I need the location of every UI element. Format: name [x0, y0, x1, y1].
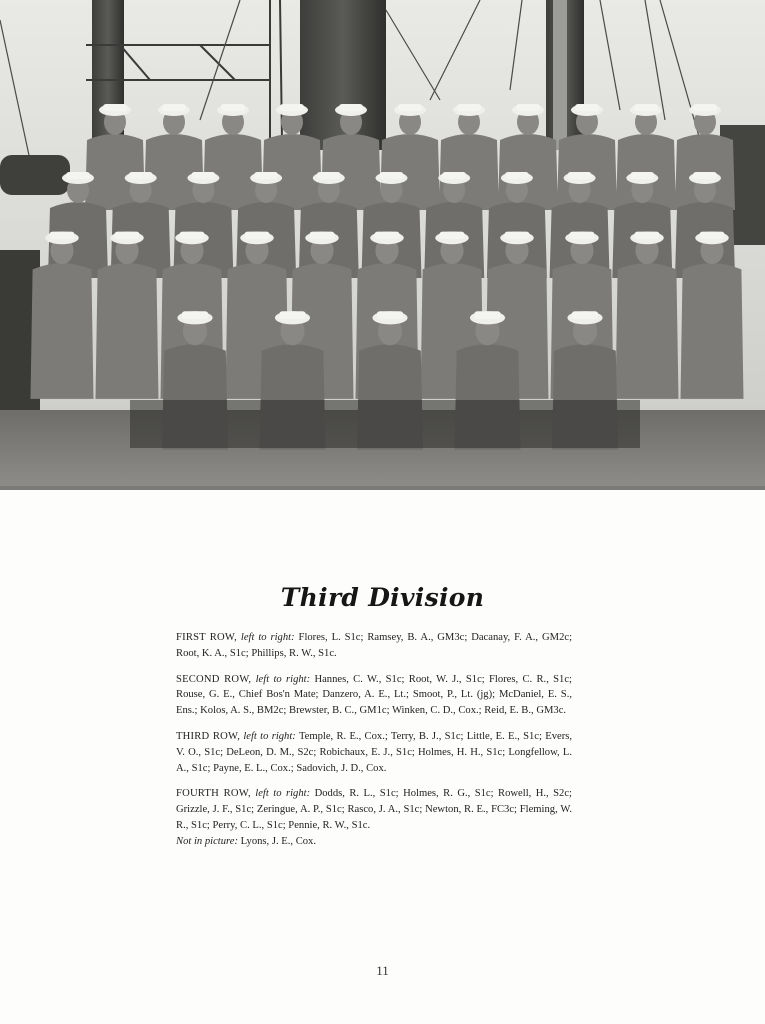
- row-label: FOURTH ROW,: [176, 788, 251, 800]
- roster-caption: [176, 630, 572, 860]
- front-row-shadow: [130, 400, 640, 448]
- row-direction: left to right:: [255, 788, 311, 800]
- roster-row-3: [176, 729, 572, 776]
- roster-row-4: [176, 786, 572, 849]
- row-direction: left to right:: [255, 673, 311, 685]
- row-direction: left to right:: [240, 632, 295, 643]
- row-direction: left to right:: [243, 730, 296, 742]
- page-number: 11: [376, 963, 389, 978]
- not-in-picture-names: Lyons, J. E., Cox.: [240, 835, 316, 847]
- division-group-photo: [0, 0, 765, 490]
- row-label: FIRST ROW,: [176, 632, 237, 643]
- division-title: Third Division: [280, 583, 485, 612]
- row-names: Temple, R. E., Cox.; Terry, B. J., S1c; Little, E. E., S1c; Evers, V. O., S1c; DeLeon, D. M., S2c; Robichaux, E. J., S1c; Holmes, H. H., S1c; Longfellow, L. A., S1c; Payne, E. L., Cox.; Sadovich, J. D., Cox.: [176, 730, 572, 774]
- roster-row-2: [176, 672, 572, 719]
- row-label: SECOND ROW,: [176, 673, 252, 685]
- roster-row-1: [176, 630, 572, 662]
- not-in-picture-label: Not in picture:: [176, 835, 238, 847]
- row-names: Dodds, R. L., S1c; Holmes, R. G., S1c; Rowell, H., S2c; Grizzle, J. F., S1c; Zeringue, A. P., S1c; Rasco, J. A., S1c; Newton, R. E., FC3c; Fleming, W. R., S1c; Perry, C. L., S1c; Pennie, R. W., S1c.: [176, 788, 573, 831]
- row-names: Hannes, C. W., S1c; Root, W. J., S1c; Flores, C. R., S1c; Rouse, G. E., Chief Bos'n Mate; Danzero, A. E., Lt.; Smoot, P., Lt. (jg); McDaniel, E. S., Ens.; Kolos, A. S., BM2c; Brewster, B. C., GM1c; Winken, C. D., Cox.; Reid, E. B., GM3c.: [176, 673, 572, 717]
- row-names: Flores, L. S1c; Ramsey, B. A., GM3c; Dacanay, F. A., GM2c; Root, K. A., S1c; Phillips, R. W., S1c.: [176, 632, 573, 659]
- row-label: THIRD ROW,: [176, 730, 241, 742]
